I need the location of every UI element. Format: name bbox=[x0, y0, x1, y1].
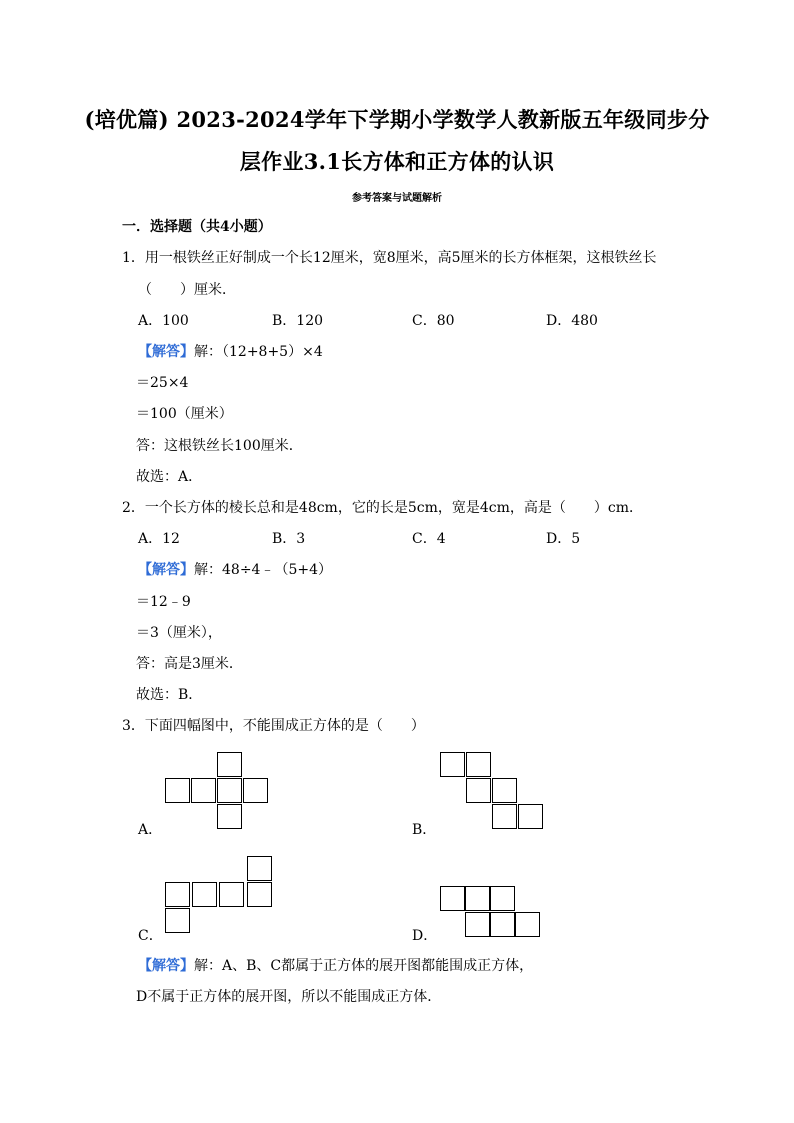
q1-answer-line-1 bbox=[138, 343, 323, 361]
q1-stem-line-2: （ ）厘米． bbox=[138, 282, 236, 298]
net-b-square bbox=[492, 778, 517, 803]
net-c-square bbox=[247, 882, 272, 907]
q2-option-b: B．3 bbox=[272, 531, 306, 547]
net-d-square bbox=[465, 912, 490, 937]
q3-answer-first: 解：A、B、C都属于正方体的展开图都能围成正方体， bbox=[194, 958, 534, 974]
q3-label-b: B． bbox=[412, 822, 437, 838]
q3-label-a: A． bbox=[138, 822, 163, 838]
section-heading: 一．选择题（共4小题） bbox=[122, 219, 272, 235]
net-c-square bbox=[247, 856, 272, 881]
net-b-square bbox=[440, 752, 465, 777]
q2-option-a: A．12 bbox=[138, 531, 180, 547]
net-b-square bbox=[492, 804, 517, 829]
q1-answer-line-2: ＝25×4 bbox=[136, 375, 189, 391]
q2-answer-line-5: 故选：B． bbox=[136, 687, 203, 703]
net-c-square bbox=[192, 882, 217, 907]
net-b-square bbox=[518, 804, 543, 829]
net-a-square bbox=[165, 778, 190, 803]
q3-label-d: D． bbox=[412, 928, 438, 944]
q1-answer-line-3: ＝100（厘米） bbox=[136, 406, 233, 422]
net-b-square bbox=[466, 778, 491, 803]
q1-answer-tag: 【解答】 bbox=[138, 344, 194, 360]
q3-label-c: C． bbox=[138, 928, 163, 944]
q2-answer-first: 解：48÷4﹣（5+4） bbox=[194, 562, 332, 578]
net-d-square bbox=[515, 912, 540, 937]
q3-answer-tag: 【解答】 bbox=[138, 958, 194, 974]
q1-answer-line-5: 故选：A． bbox=[136, 469, 203, 485]
q2-stem: 2．一个长方体的棱长总和是48cm，它的长是5cm，宽是4cm，高是（ ）cm． bbox=[122, 500, 643, 516]
q2-answer-line-1 bbox=[138, 561, 332, 579]
net-a-square bbox=[217, 752, 242, 777]
net-b-square bbox=[466, 752, 491, 777]
q3-answer-line-1 bbox=[138, 957, 533, 975]
net-a-square bbox=[217, 804, 242, 829]
q3-answer-line-2: D不属于正方体的展开图，所以不能围成正方体． bbox=[136, 989, 442, 1005]
q1-answer-line-4: 答：这根铁丝长100厘米． bbox=[136, 438, 303, 454]
page-title-line-2: 层作业3.1长方体和正方体的认识 bbox=[239, 149, 555, 174]
q2-answer-line-4: 答：高是3厘米． bbox=[136, 656, 243, 672]
net-c-square bbox=[219, 882, 244, 907]
net-a-square bbox=[243, 778, 268, 803]
net-c-square bbox=[165, 908, 190, 933]
q2-answer-line-2: ＝12﹣9 bbox=[136, 594, 191, 610]
q1-option-a: A．100 bbox=[138, 313, 189, 329]
q2-option-d: D．5 bbox=[546, 531, 581, 547]
net-d-square bbox=[465, 886, 490, 911]
page-subtitle: 参考答案与试题解析 bbox=[352, 193, 442, 204]
net-c-square bbox=[165, 882, 190, 907]
q2-option-c: C．4 bbox=[412, 531, 446, 547]
q1-answer-first: 解：（12+8+5）×4 bbox=[194, 344, 323, 360]
net-a-square bbox=[191, 778, 216, 803]
q2-answer-tag: 【解答】 bbox=[138, 562, 194, 578]
q1-stem-line-1: 1．用一根铁丝正好制成一个长12厘米，宽8厘米，高5厘米的长方体框架，这根铁丝长 bbox=[122, 250, 657, 266]
q1-option-c: C．80 bbox=[412, 313, 455, 329]
q2-answer-line-3: ＝3（厘米）， bbox=[136, 625, 222, 641]
q3-stem: 3．下面四幅图中，不能围成正方体的是（ ） bbox=[122, 718, 425, 734]
net-d-square bbox=[490, 912, 515, 937]
net-a-square bbox=[217, 778, 242, 803]
q1-option-d: D．480 bbox=[546, 313, 598, 329]
q1-option-b: B．120 bbox=[272, 313, 324, 329]
net-d-square bbox=[490, 886, 515, 911]
page-title-line-1: (培优篇) 2023-2024学年下学期小学数学人教新版五年级同步分 bbox=[84, 107, 710, 132]
net-d-square bbox=[440, 886, 465, 911]
